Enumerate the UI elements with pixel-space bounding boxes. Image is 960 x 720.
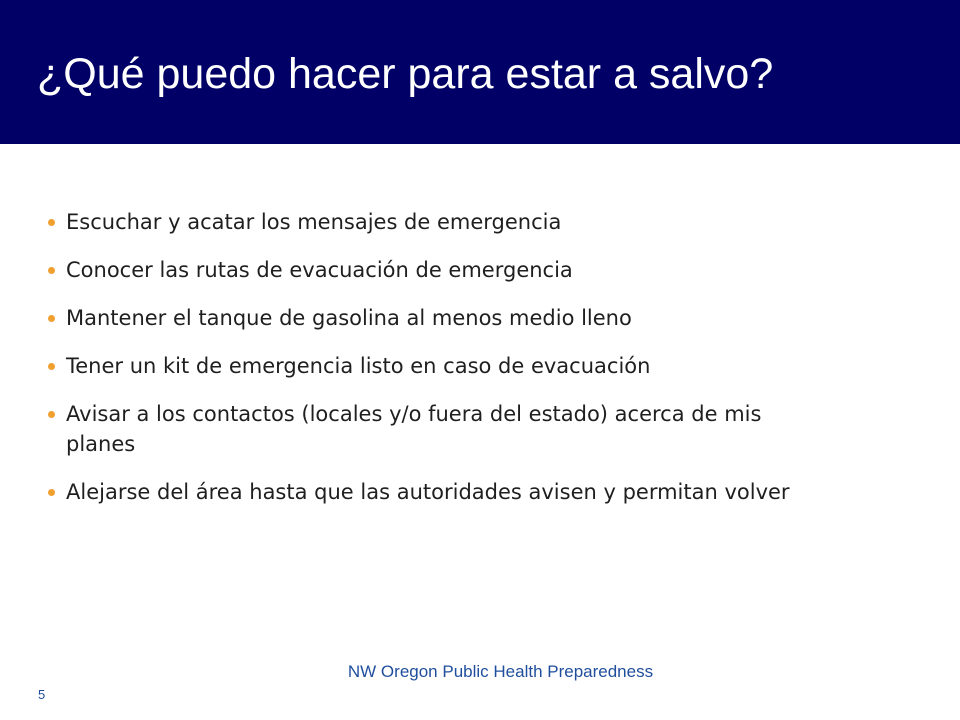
bullet-text: Conocer las rutas de evacuación de emergencia	[66, 258, 573, 282]
bullet-point-icon	[48, 267, 55, 274]
bullet-point-icon	[48, 219, 55, 226]
bullet-list	[48, 207, 808, 525]
bullet-point-icon	[48, 363, 55, 370]
slide-title: ¿Qué puedo hacer para estar a salvo?	[37, 50, 774, 98]
bullet-text: Tener un kit de emergencia listo en caso de evacuación	[66, 354, 651, 378]
bullet-item	[48, 399, 808, 459]
bullet-point-icon	[48, 489, 55, 496]
bullet-text: Avisar a los contactos (locales y/o fuera del estado) acerca de mis planes	[66, 402, 762, 456]
bullet-item	[48, 207, 808, 237]
bullet-item	[48, 303, 808, 333]
title-bar	[0, 0, 960, 144]
bullet-text: Alejarse del área hasta que las autoridades avisen y permitan volver	[66, 480, 790, 504]
bullet-item	[48, 477, 808, 507]
bullet-item	[48, 255, 808, 285]
bullet-text: Escuchar y acatar los mensajes de emergencia	[66, 210, 562, 234]
footer-text: NW Oregon Public Health Preparedness	[347, 662, 654, 681]
bullet-point-icon	[48, 315, 55, 322]
page-number: 5	[38, 687, 46, 702]
bullet-text: Mantener el tanque de gasolina al menos medio lleno	[66, 306, 632, 330]
bullet-point-icon	[48, 411, 55, 418]
bullet-item	[48, 351, 808, 381]
